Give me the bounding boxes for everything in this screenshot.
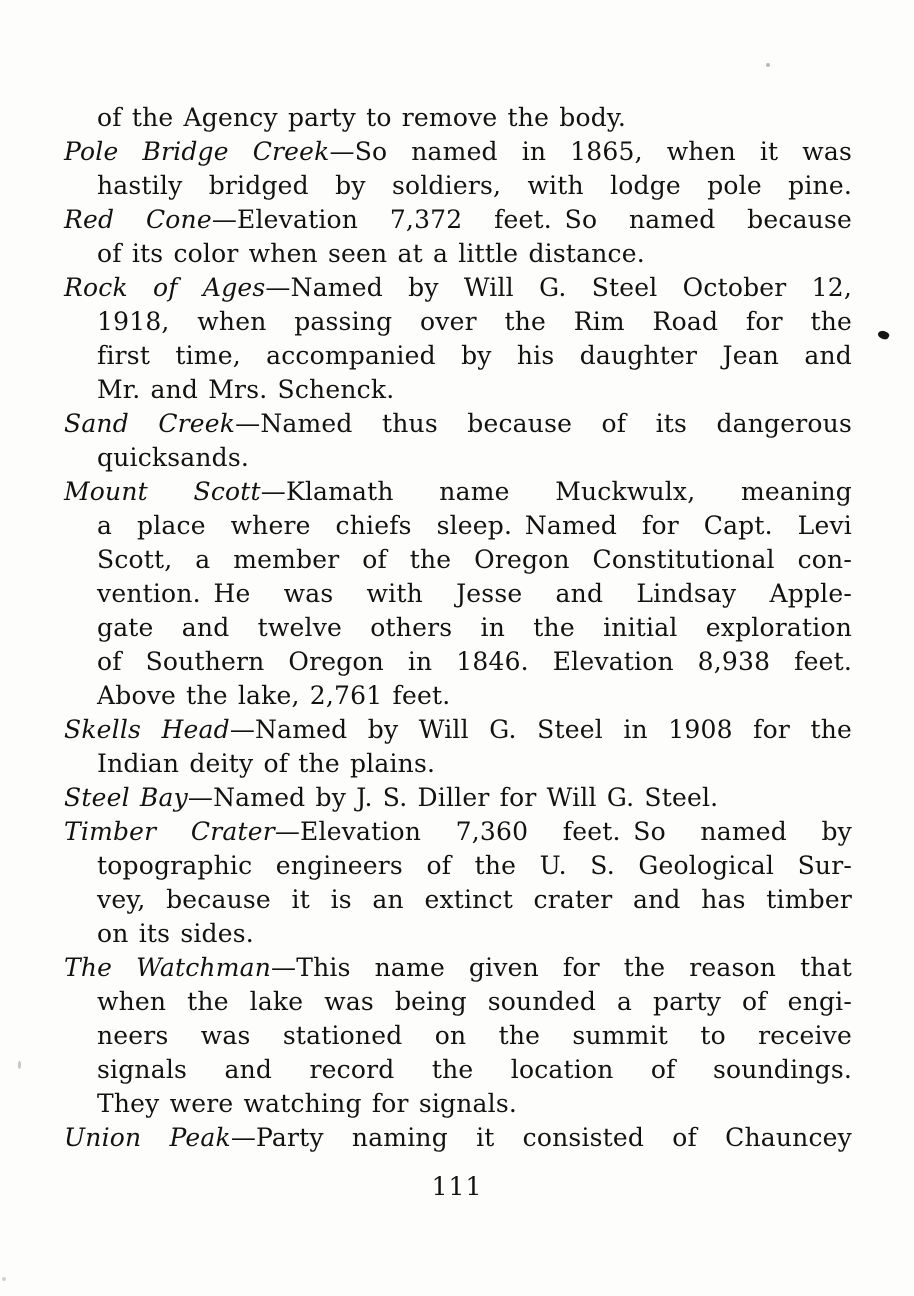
text-line: Sand Creek—Named thus because of its dangerous: [64, 409, 852, 438]
text-line: hastily bridged by soldiers, with lodge pole pine.: [97, 171, 852, 200]
text-line: Steel Bay—Named by J. S. Diller for Will G. Steel.: [64, 783, 719, 812]
entry: [64, 1121, 852, 1155]
text-line: They were watching for signals.: [97, 1089, 518, 1118]
text-line: vention. He was with Jesse and Lindsay Apple-: [97, 579, 852, 608]
entry-term: Rock of Ages: [64, 273, 266, 302]
text-line: Union Peak—Party naming it consisted of Chauncey: [64, 1123, 852, 1152]
text-line: vey, because it is an extinct crater and has timber: [97, 885, 852, 914]
entry-term: Steel Bay: [64, 783, 188, 812]
entry: [64, 101, 852, 135]
entry: [64, 781, 852, 815]
text-line: on its sides.: [97, 919, 254, 948]
page-number: 111: [431, 1172, 483, 1201]
ink-speck: [2, 1277, 6, 1281]
entry-term: Red Cone: [64, 205, 212, 234]
ink-speck: [766, 63, 770, 67]
text-line: Mr. and Mrs. Schenck.: [97, 375, 395, 404]
text-line: signals and record the location of soundings.: [97, 1055, 852, 1084]
entry: [64, 407, 852, 475]
entry-term: Timber Crater: [64, 817, 275, 846]
text-line: Pole Bridge Creek—So named in 1865, when it was: [64, 137, 852, 166]
text-line: 1918, when passing over the Rim Road for the: [97, 307, 852, 336]
text-line: neers was stationed on the summit to receive: [97, 1021, 852, 1050]
text-line: when the lake was being sounded a party of engi-: [97, 987, 852, 1016]
entry: [64, 475, 852, 713]
text-line: topographic engineers of the U. S. Geological Sur-: [97, 851, 852, 880]
text-line: Rock of Ages—Named by Will G. Steel October 12,: [64, 273, 852, 302]
text-line: Timber Crater—Elevation 7,360 feet. So named by: [64, 817, 852, 846]
text-line: of the Agency party to remove the body.: [97, 103, 627, 132]
text-line: gate and twelve others in the initial exploration: [97, 613, 852, 642]
entry-term: Mount Scott: [64, 477, 261, 506]
entry-term: Pole Bridge Creek: [64, 137, 330, 166]
ink-speck: [18, 1061, 21, 1069]
text-line: Indian deity of the plains.: [97, 749, 436, 778]
entry-term: The Watchman: [64, 953, 272, 982]
text-line: Mount Scott—Klamath name Muckwulx, meaning: [64, 477, 852, 506]
ink-speck: [877, 329, 890, 341]
entry: [64, 135, 852, 203]
text-line: a place where chiefs sleep. Named for Capt. Levi: [97, 511, 852, 540]
entry: [64, 815, 852, 951]
entry: [64, 271, 852, 407]
text-line: quicksands.: [97, 443, 250, 472]
text-line: of Southern Oregon in 1846. Elevation 8,938 feet.: [97, 647, 852, 676]
text-line: of its color when seen at a little distance.: [97, 239, 645, 268]
entry: [64, 203, 852, 271]
entry-term: Union Peak: [64, 1123, 231, 1152]
entry: [64, 713, 852, 781]
text-line: Red Cone—Elevation 7,372 feet. So named because: [64, 205, 853, 234]
text-line: The Watchman—This name given for the reason that: [64, 953, 852, 982]
text-line: Above the lake, 2,761 feet.: [97, 681, 451, 710]
entry: [64, 951, 852, 1121]
text-block: [64, 101, 852, 1155]
entry-term: Skells Head: [64, 715, 230, 744]
text-line: Scott, a member of the Oregon Constitutional con-: [97, 545, 852, 574]
text-line: Skells Head—Named by Will G. Steel in 1908 for the: [64, 715, 853, 744]
entry-term: Sand Creek: [64, 409, 236, 438]
text-line: first time, accompanied by his daughter Jean and: [97, 341, 852, 370]
